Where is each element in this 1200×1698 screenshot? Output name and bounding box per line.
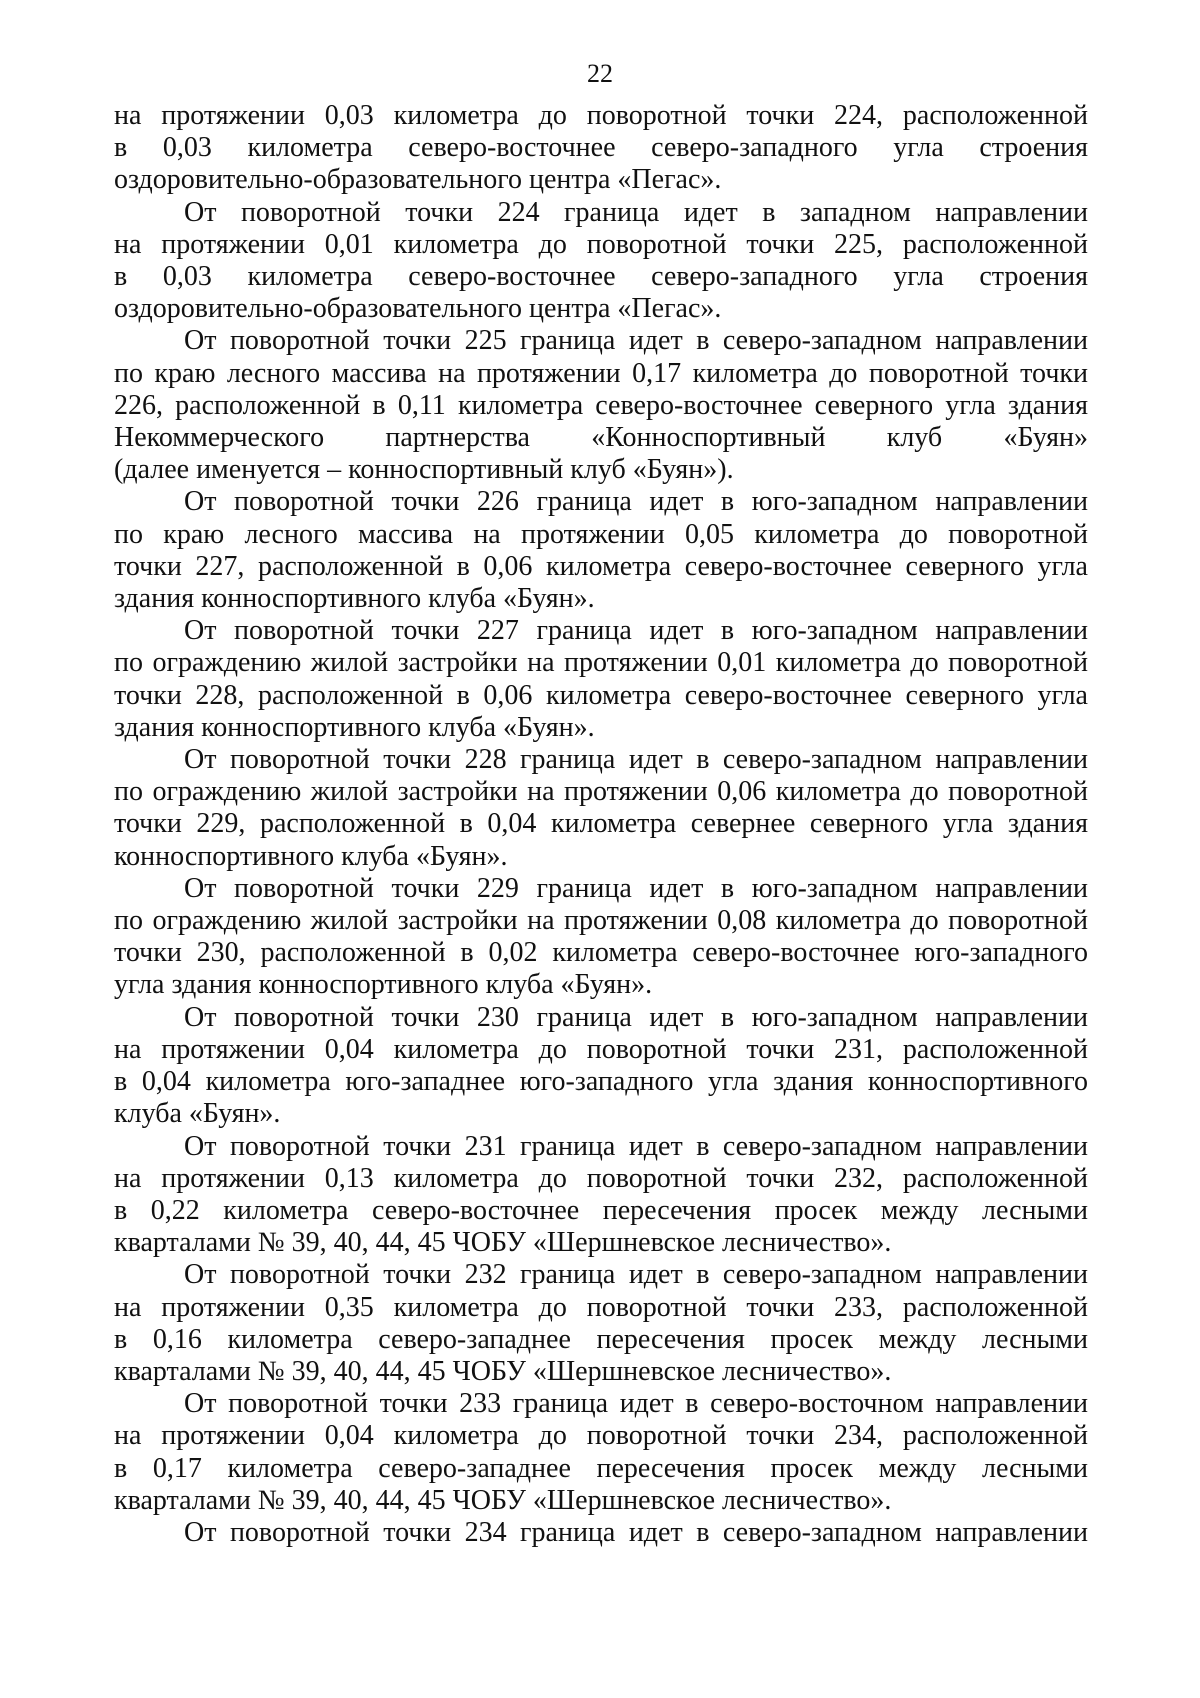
paragraph-first-line: От поворотной точки 228 граница идет в северо-западном направлении xyxy=(184,744,1088,776)
text-line: в 0,22 километра северо-восточнее пересечения просек между лесными xyxy=(114,1194,1088,1226)
text-line: кварталами № 39, 40, 44, 45 ЧОБУ «Шершневское лесничество». xyxy=(114,1355,892,1387)
text-line: точки 227, расположенной в 0,06 километра северо-восточнее северного угла xyxy=(114,550,1088,582)
text-line: точки 229, расположенной в 0,04 километра севернее северного угла здания xyxy=(114,808,1088,840)
text-line: по краю лесного массива на протяжении 0,17 километра до поворотной точки xyxy=(114,357,1088,389)
paragraph-first-line: От поворотной точки 227 граница идет в юго-западном направлении xyxy=(184,615,1088,647)
text-line: по краю лесного массива на протяжении 0,05 километра до поворотной xyxy=(114,518,1088,550)
paragraph-first-line: От поворотной точки 234 граница идет в северо-западном направлении xyxy=(184,1516,1088,1548)
text-line: по ограждению жилой застройки на протяжении 0,06 километра до поворотной xyxy=(114,776,1088,808)
paragraph-first-line: От поворотной точки 225 граница идет в северо-западном направлении xyxy=(184,325,1088,357)
text-line: оздоровительно-образовательного центра «Пегас». xyxy=(114,164,722,196)
paragraph-first-line: От поворотной точки 233 граница идет в северо-восточном направлении xyxy=(184,1388,1088,1420)
text-line: Некоммерческого партнерства «Конноспортивный клуб «Буян» xyxy=(114,422,1088,454)
text-line: кварталами № 39, 40, 44, 45 ЧОБУ «Шершневское лесничество». xyxy=(114,1227,892,1259)
page-number: 22 xyxy=(587,59,613,88)
text-line: (далее именуется – конноспортивный клуб «Буян»). xyxy=(114,454,734,486)
document-body xyxy=(114,100,1088,1549)
text-line: на протяжении 0,04 километра до поворотной точки 234, расположенной xyxy=(114,1420,1088,1452)
text-line: точки 228, расположенной в 0,06 километра северо-восточнее северного угла xyxy=(114,679,1088,711)
text-line: здания конноспортивного клуба «Буян». xyxy=(114,583,595,615)
text-line: оздоровительно-образовательного центра «Пегас». xyxy=(114,293,722,325)
paragraph-first-line: От поворотной точки 231 граница идет в северо-западном направлении xyxy=(184,1130,1088,1162)
text-line: в 0,17 километра северо-западнее пересечения просек между лесными xyxy=(114,1452,1088,1484)
text-line: клуба «Буян». xyxy=(114,1098,281,1130)
text-line: в 0,16 километра северо-западнее пересечения просек между лесными xyxy=(114,1323,1088,1355)
text-line: в 0,04 километра юго-западнее юго-западного угла здания конноспортивного xyxy=(114,1066,1088,1098)
text-line: угла здания конноспортивного клуба «Буян». xyxy=(114,969,653,1001)
paragraph-first-line: От поворотной точки 232 граница идет в северо-западном направлении xyxy=(184,1259,1088,1291)
paragraph-first-line: От поворотной точки 224 граница идет в западном направлении xyxy=(184,196,1088,228)
text-line: на протяжении 0,35 километра до поворотной точки 233, расположенной xyxy=(114,1291,1088,1323)
text-line: по ограждению жилой застройки на протяжении 0,08 километра до поворотной xyxy=(114,905,1088,937)
text-line: в 0,03 километра северо-восточнее северо-западного угла строения xyxy=(114,132,1088,164)
text-line: кварталами № 39, 40, 44, 45 ЧОБУ «Шершневское лесничество». xyxy=(114,1484,892,1516)
text-line: 226, расположенной в 0,11 километра северо-восточнее северного угла здания xyxy=(114,389,1088,421)
paragraph-first-line: От поворотной точки 229 граница идет в юго-западном направлении xyxy=(184,872,1088,904)
text-line: на протяжении 0,03 километра до поворотной точки 224, расположенной xyxy=(114,100,1088,131)
text-line: по ограждению жилой застройки на протяжении 0,01 километра до поворотной xyxy=(114,647,1088,679)
paragraph-first-line: От поворотной точки 226 граница идет в юго-западном направлении xyxy=(184,486,1088,518)
text-line: на протяжении 0,04 километра до поворотной точки 231, расположенной xyxy=(114,1033,1088,1065)
text-line: конноспортивного клуба «Буян». xyxy=(114,840,508,872)
text-line: здания конноспортивного клуба «Буян». xyxy=(114,711,595,743)
text-line: в 0,03 километра северо-восточнее северо-западного угла строения xyxy=(114,261,1088,293)
text-line: на протяжении 0,13 километра до поворотной точки 232, расположенной xyxy=(114,1162,1088,1194)
text-line: на протяжении 0,01 километра до поворотной точки 225, расположенной xyxy=(114,228,1088,260)
text-line: точки 230, расположенной в 0,02 километра северо-восточнее юго-западного xyxy=(114,937,1088,969)
paragraph-first-line: От поворотной точки 230 граница идет в юго-западном направлении xyxy=(184,1001,1088,1033)
